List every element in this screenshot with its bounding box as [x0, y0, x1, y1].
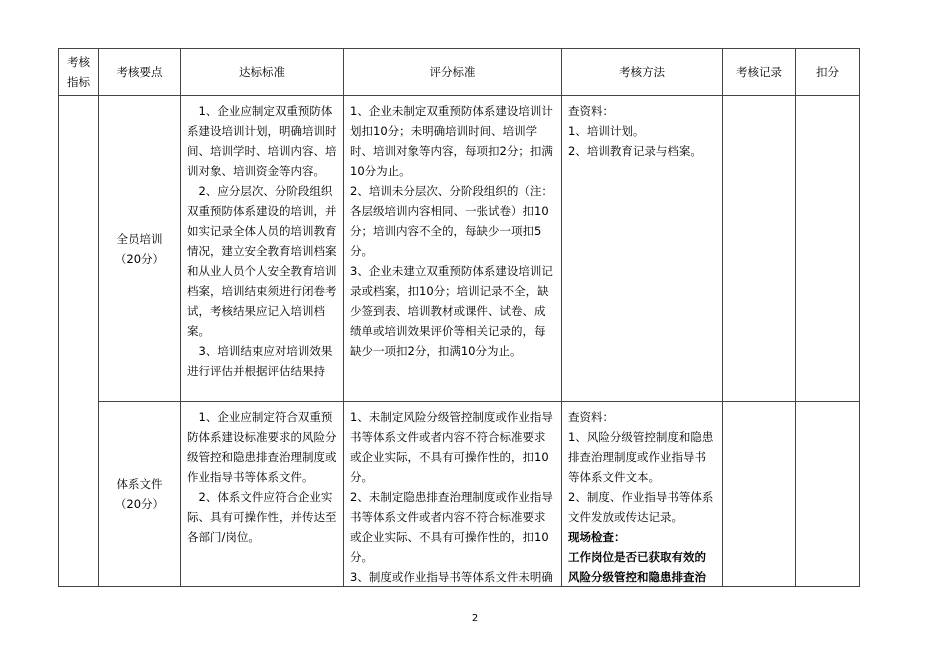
header-deduct: 扣分 — [796, 49, 860, 96]
scoring-text: 1、企业未制定双重预防体系建设培训计划扣10分；未明确培训时间、培训学时、培训对象等内容，每项扣2分；扣满10分为止。 — [350, 104, 553, 178]
standard-text: 1、企业应制定双重预防体系建设培训计划，明确培训时间、培训学时、培训内容、培训对象、培训资金等内容。 — [187, 104, 337, 178]
scoring-text: 2、培训未分层次、分阶段组织的（注：各层级培训内容相同、一张试卷）扣10分；培训内容不全的，每缺少一项扣5分。 — [350, 184, 553, 258]
scoring-text: 2、未制定隐患排查治理制度或作业指导书等体系文件或者内容不符合标准要求或企业实际、不具有可操作性的，扣10分。 — [350, 490, 553, 564]
scoring-text: 1、未制定风险分级管控制度或作业指导书等体系文件或者内容不符合标准要求或企业实际，不具有可操作性的，扣10分。 — [350, 410, 553, 484]
item-name: 体系文件 — [116, 477, 163, 491]
method-cell — [562, 96, 723, 402]
page-number: 2 — [471, 613, 479, 624]
assessment-table — [58, 48, 860, 587]
field-check-label: 现场检查： — [568, 530, 626, 544]
method-text: 2、制度、作业指导书等体系文件发放或传达记录。 — [568, 490, 714, 524]
indicator-cell — [59, 96, 99, 587]
method-text: 查资料： — [568, 410, 614, 424]
scoring-text: 3、制度或作业指导书等体系文件未明确 — [350, 570, 553, 584]
header-standard: 达标标准 — [181, 49, 344, 96]
header-record: 考核记录 — [723, 49, 796, 96]
field-check-text: 工作岗位是否已获取有效的风险分级管控和隐患排查治 — [568, 550, 706, 584]
header-method: 考核方法 — [562, 49, 723, 96]
method-cell — [562, 402, 723, 587]
scoring-cell — [344, 402, 562, 587]
method-text: 1、培训计划。 — [568, 124, 645, 138]
item-cell — [99, 402, 181, 587]
header-scoring: 评分标准 — [344, 49, 562, 96]
header-point: 考核要点 — [99, 49, 181, 96]
record-cell — [723, 402, 796, 587]
record-cell — [723, 96, 796, 402]
standard-text: 2、体系文件应符合企业实际、具有可操作性，并传达至各部门/岗位。 — [187, 490, 337, 544]
item-name: 全员培训 — [116, 231, 163, 246]
scoring-text: 3、企业未建立双重预防体系建设培训记录或档案，扣10分；培训记录不全，缺少签到表、培训教材或课件、试卷、成绩单或培训效果评价等相关记录的，每缺少一项扣2分，扣满10分为止。 — [350, 264, 553, 358]
table-row — [59, 402, 860, 587]
table-row — [59, 96, 860, 402]
method-text: 1、风险分级管控制度和隐患排查治理制度或作业指导书等体系文件文本。 — [568, 430, 714, 484]
header-row — [59, 49, 860, 96]
header-indicator: 考核指标 — [59, 49, 99, 96]
item-score: （20分） — [114, 497, 165, 511]
method-text: 2、培训教育记录与档案。 — [568, 144, 702, 158]
standard-text: 2、应分层次、分阶段组织双重预防体系建设的培训，并如实记录全体人员的培训教育情况，建立安全教育培训档案和从业人员个人安全教育培训档案，培训结束须进行闭卷考试，考核结果应记入培训档案。 — [187, 184, 337, 338]
method-text: 查资料： — [568, 104, 614, 118]
standard-text: 1、企业应制定符合双重预防体系建设标准要求的风险分级管控和隐患排查治理制度或作业指导书等体系文件。 — [187, 410, 337, 484]
standard-cell — [181, 96, 344, 402]
scoring-cell — [344, 96, 562, 402]
deduct-cell — [796, 96, 860, 402]
item-cell — [99, 96, 181, 402]
item-score: （20分） — [114, 251, 165, 266]
standard-cell — [181, 402, 344, 587]
deduct-cell — [796, 402, 860, 587]
standard-text: 3、培训结束应对培训效果进行评估并根据评估结果持 — [187, 344, 333, 378]
